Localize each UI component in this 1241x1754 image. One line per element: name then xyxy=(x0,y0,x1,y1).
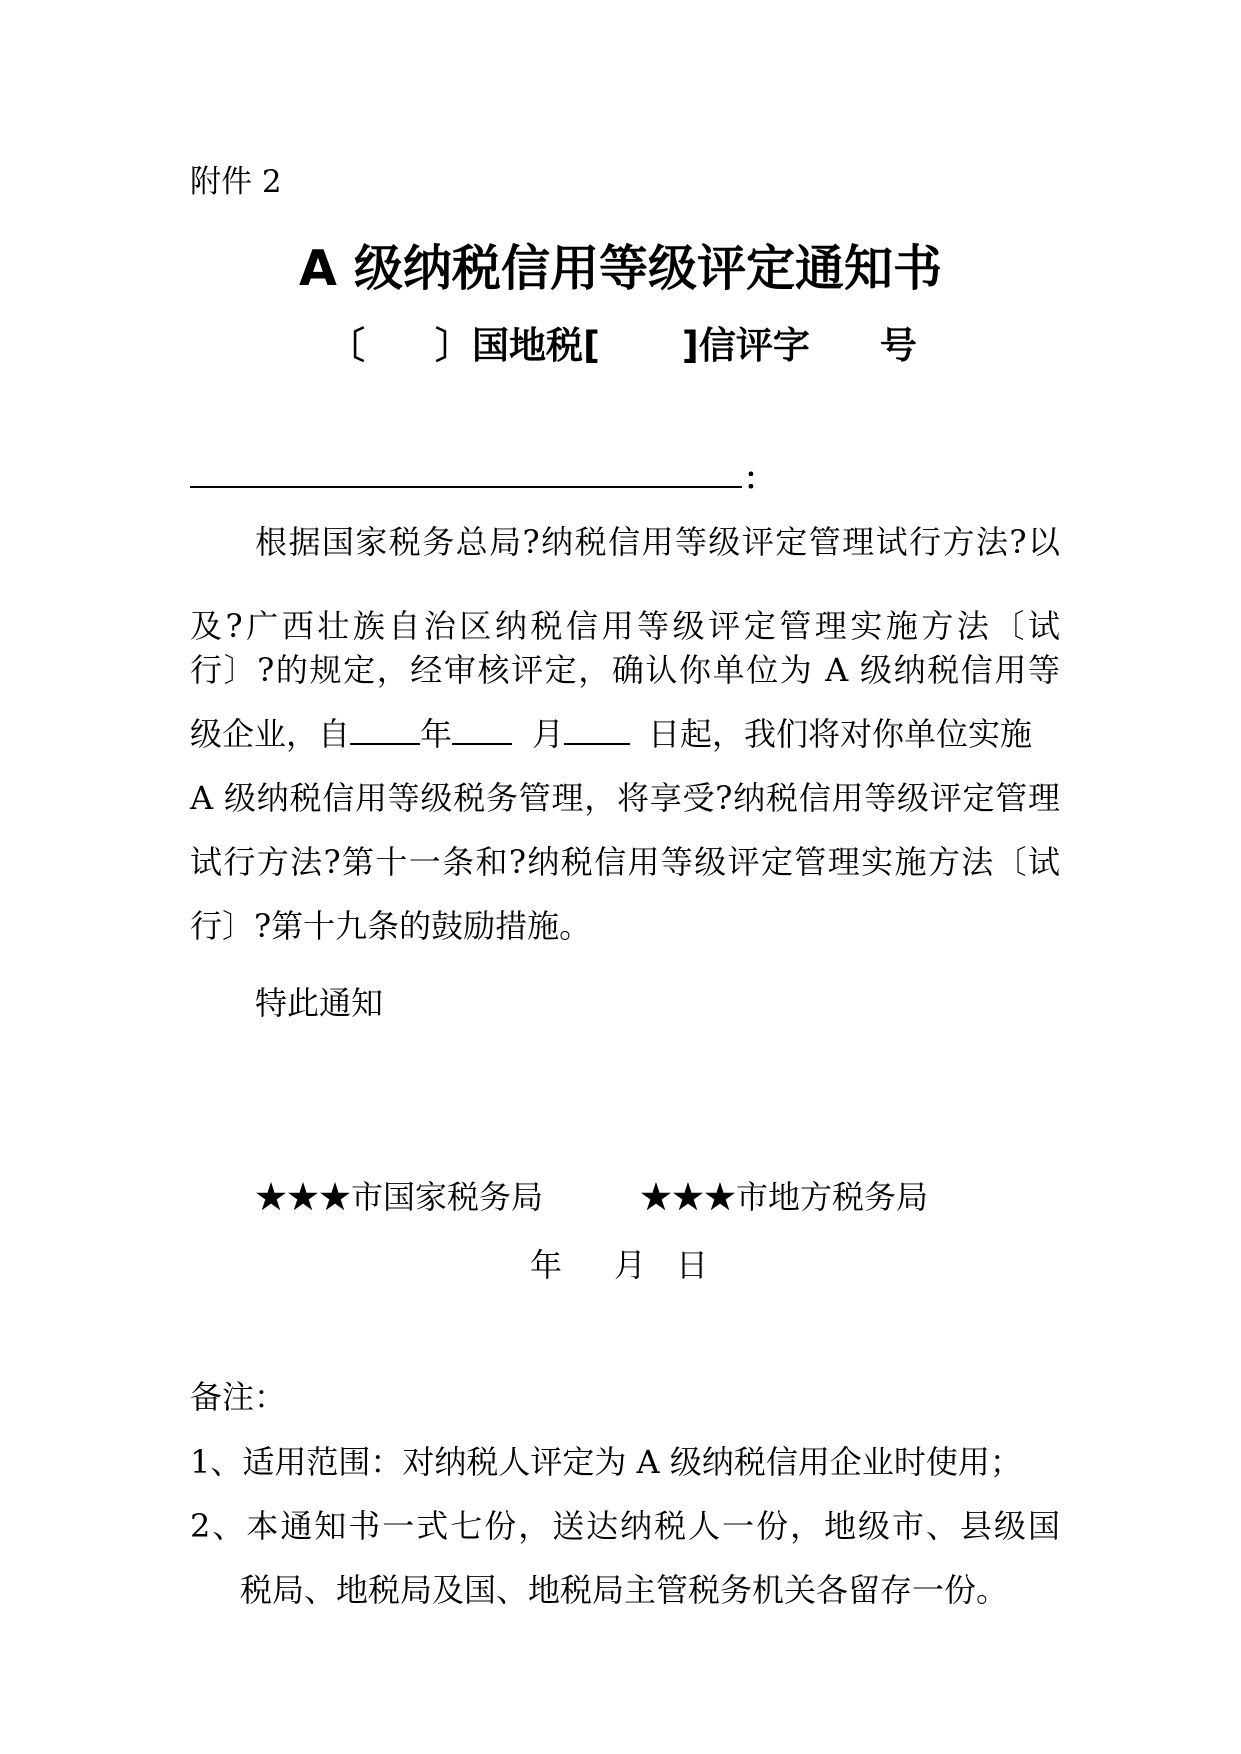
addressee-colon: ： xyxy=(744,462,774,497)
body-line-1: 根据国家税务总局?纳税信用等级评定管理试行方法?以 xyxy=(255,523,1060,561)
remark-item-2-line-1: 2、本通知书一式七份，送达纳税人一份，地级市、县级国 xyxy=(190,1507,1060,1545)
remark-item-1: 1、适用范围：对纳税人评定为 A 级纳税信用企业时使用； xyxy=(190,1443,1022,1481)
docno-close-square: ] xyxy=(681,324,699,367)
body-line-5: A 级纳税信用等级税务管理，将享受?纳税信用等级评定管理 xyxy=(190,779,1060,817)
date-line-year: 年 xyxy=(420,715,453,753)
year-blank xyxy=(350,713,420,745)
addressee-underline xyxy=(190,486,742,488)
docno-org: 国地税[ xyxy=(472,324,600,367)
remark-item-2-line-2: 税局、地税局及国、地税局主管税务机关各留存一份。 xyxy=(240,1571,1009,1609)
day-blank xyxy=(564,713,630,745)
date-line-month: 月 xyxy=(532,715,565,753)
body-line-3: 行〕?的规定，经审核评定，确认你单位为 A 级纳税信用等 xyxy=(190,651,1060,689)
remarks-title: 备注： xyxy=(190,1378,287,1416)
signature-month: 月 xyxy=(614,1246,647,1284)
docno-suffix: 信评字 xyxy=(698,324,810,367)
date-line-prefix: 级企业，自 xyxy=(190,715,351,753)
notice-text: 特此通知 xyxy=(255,984,384,1022)
body-line-6: 试行方法?第十一条和?纳税信用等级评定管理实施方法〔试 xyxy=(190,843,1060,881)
docno-close-bracket: 〕 xyxy=(435,324,472,367)
signature-year: 年 xyxy=(530,1246,563,1284)
signature-date xyxy=(530,1243,708,1287)
docno-number-label: 号 xyxy=(879,324,917,367)
signature-local-bureau: ★★★市地方税务局 xyxy=(640,1178,929,1216)
body-line-2: 及?广西壮族自治区纳税信用等级评定管理实施方法〔试 xyxy=(190,607,1060,645)
body-line-7: 行〕?第十九条的鼓励措施。 xyxy=(190,907,592,945)
body-date-line xyxy=(190,712,1060,756)
document-number xyxy=(328,322,917,370)
attachment-label: 附件 2 xyxy=(190,164,282,200)
date-line-day-suffix: 日起，我们将对你单位实施 xyxy=(648,715,1033,753)
docno-open-bracket: 〔 xyxy=(328,324,365,367)
signature-day: 日 xyxy=(676,1246,709,1284)
signature-national-bureau: ★★★市国家税务局 xyxy=(255,1178,544,1216)
document-title: A 级纳税信用等级评定通知书 xyxy=(299,240,942,297)
month-blank xyxy=(452,713,512,745)
